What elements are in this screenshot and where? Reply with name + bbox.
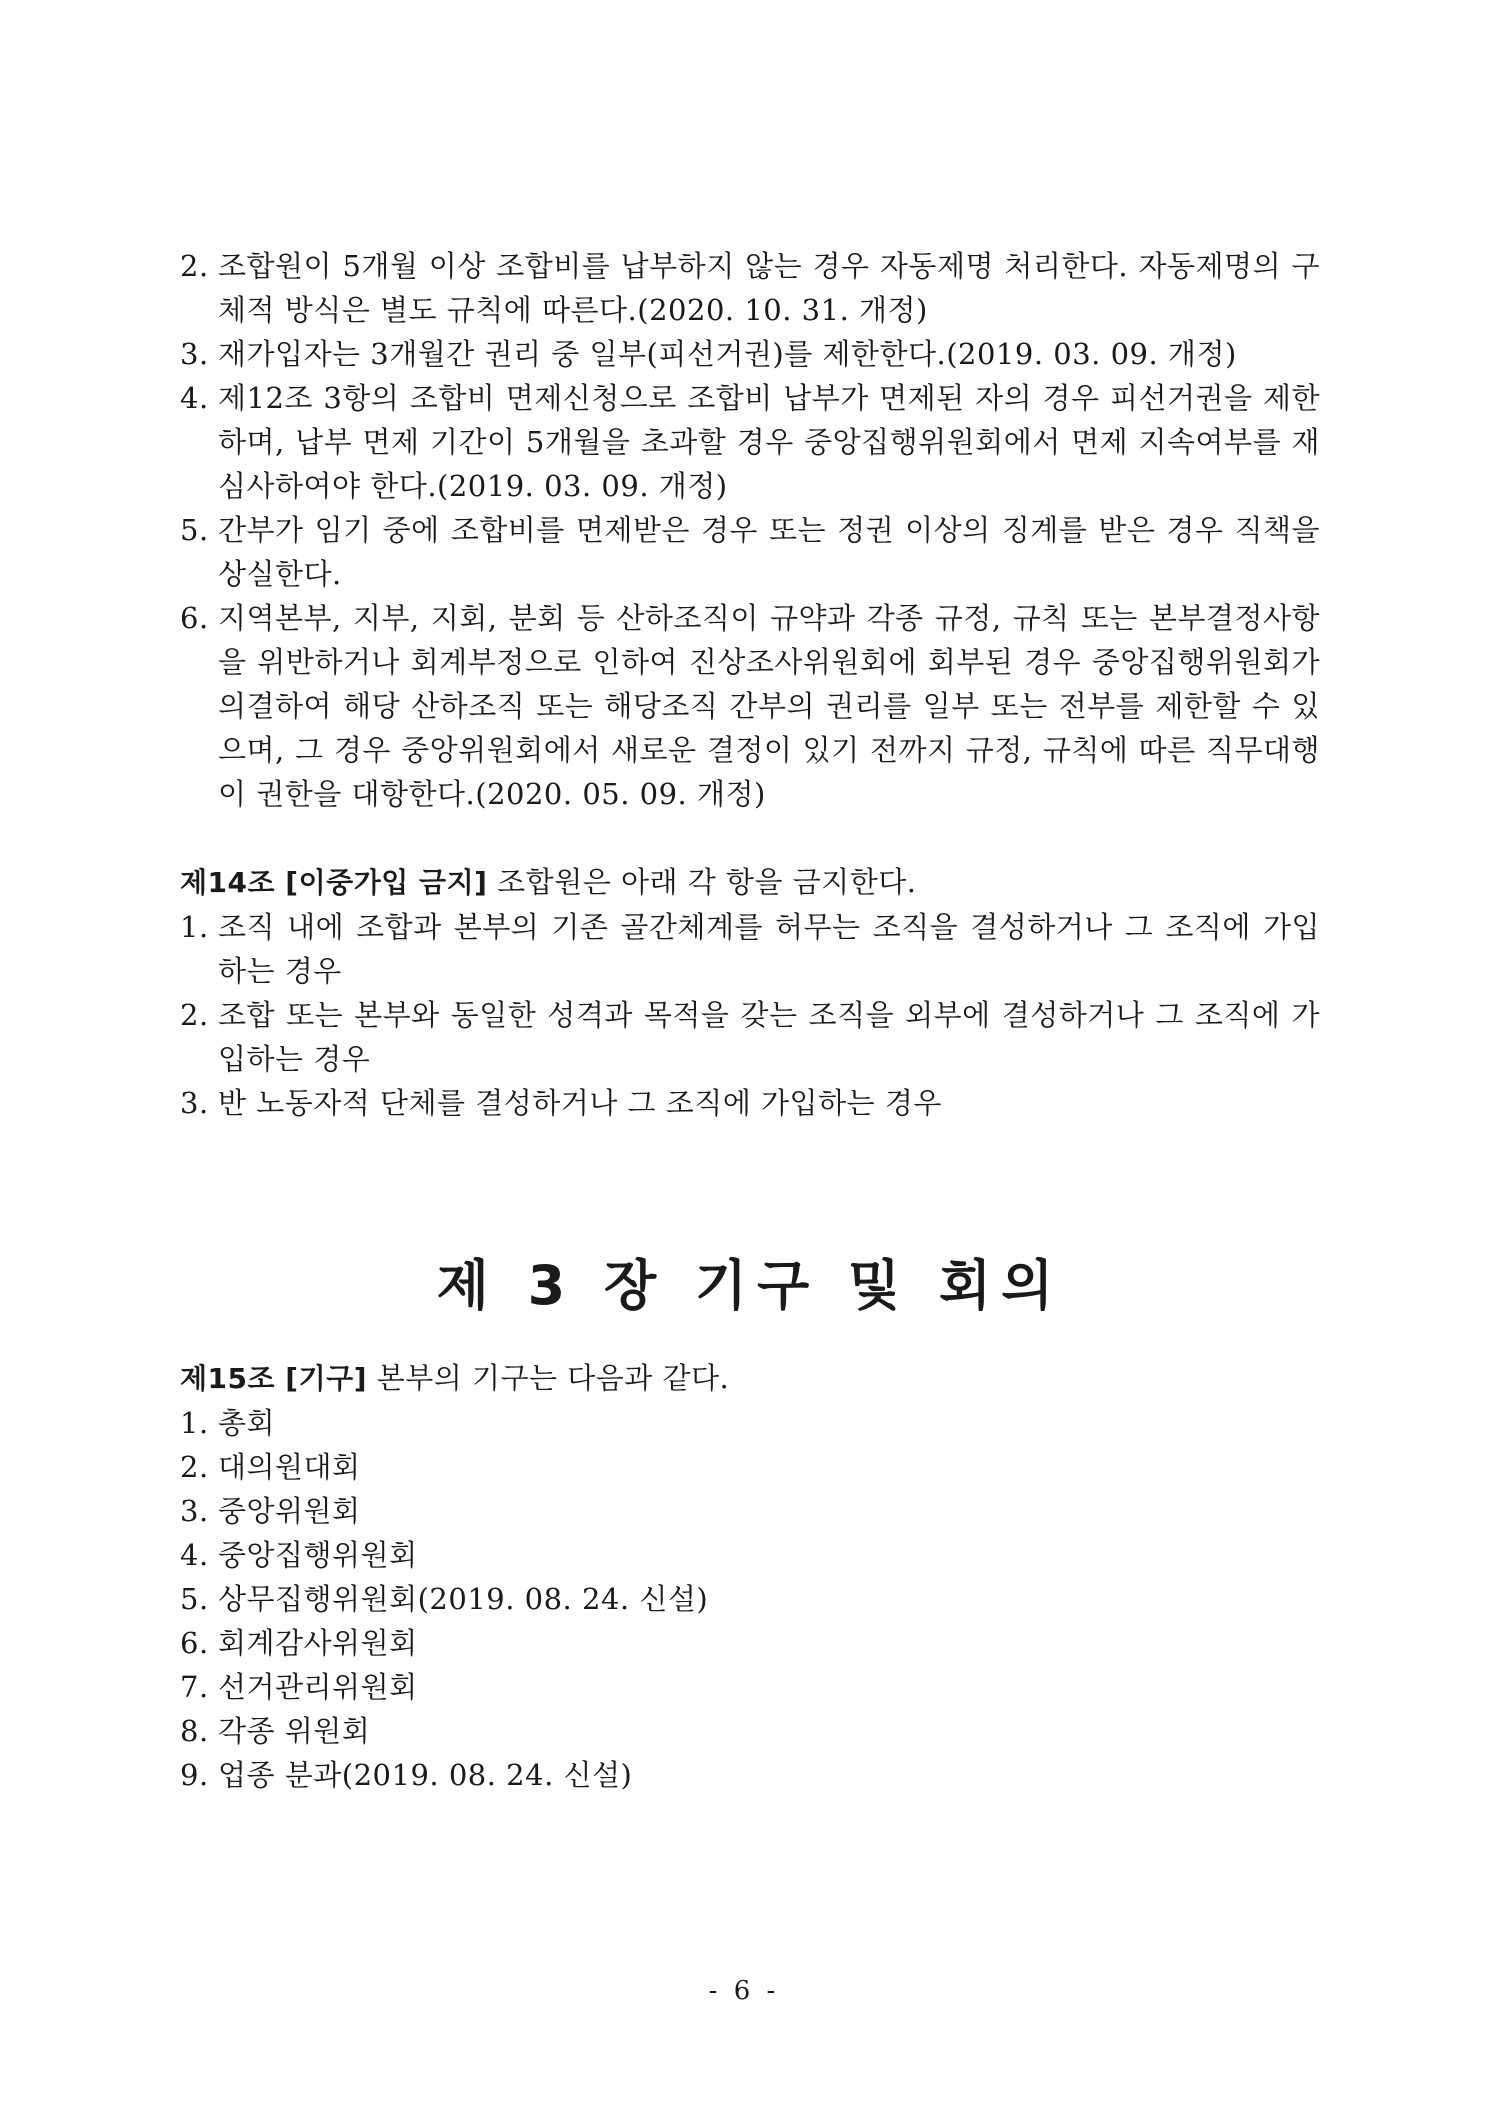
article-intro: 조합원은 아래 각 항을 금지한다. <box>487 865 917 899</box>
item-number: 8. <box>180 1714 209 1748</box>
item-text: 지역본부, 지부, 지회, 분회 등 산하조직이 규약과 각종 규정, 규칙 또는 본부결정사항을 위반하거나 회계부정으로 인하여 진상조사위원회에 회부된 경우 중앙집행위원회가 의결하여 해당 산하조직 또는 해당조직 간부의 권리를 일부 또는 전부를 제한할 수 있으며, 그 경우 중앙위원회에서 새로운 결정이 있기 전까지 규정, 규칙에 따른 직무대행이 권한을 대항한다.(2020. 05. 09. 개정) <box>218 601 1320 811</box>
list-item <box>180 1533 1320 1577</box>
list-item <box>180 1577 1320 1621</box>
item-text: 조합 또는 본부와 동일한 성격과 목적을 갖는 조직을 외부에 결성하거나 그 조직에 가입하는 경우 <box>218 998 1320 1076</box>
item-number: 2. <box>180 249 209 283</box>
item-number: 9. <box>180 1758 209 1792</box>
item-text: 선거관리위원회 <box>218 1670 418 1704</box>
item-text: 각종 위원회 <box>218 1714 371 1748</box>
article-intro: 본부의 기구는 다음과 같다. <box>367 1361 730 1395</box>
item-text: 제12조 3항의 조합비 면제신청으로 조합비 납부가 면제된 자의 경우 피선거권을 제한하며, 납부 면제 기간이 5개월을 초과할 경우 중앙집행위원회에서 면제 지속여부를 재심사하여야 한다.(2019. 03. 09. 개정) <box>218 381 1320 503</box>
article14 <box>180 860 1320 1125</box>
item-number: 5. <box>180 1582 209 1616</box>
item-text: 조합원이 5개월 이상 조합비를 납부하지 않는 경우 자동제명 처리한다. 자동제명의 구체적 방식은 별도 규칙에 따른다.(2020. 10. 31. 개정) <box>218 249 1320 327</box>
item-number: 6. <box>180 1626 209 1660</box>
article13-items <box>180 244 1320 816</box>
item-number: 3. <box>180 1494 209 1528</box>
list-item <box>180 332 1320 376</box>
item-number: 6. <box>180 601 209 635</box>
list-item <box>180 1621 1320 1665</box>
item-number: 3. <box>180 1086 209 1120</box>
item-number: 3. <box>180 337 209 371</box>
article-heading: 제14조 [이중가입 금지] <box>180 866 488 899</box>
item-number: 2. <box>180 1450 209 1484</box>
chapter-title: 제 3 장 기구 및 회의 <box>436 1254 1064 1317</box>
item-number: 2. <box>180 998 209 1032</box>
item-number: 7. <box>180 1670 209 1704</box>
list-item <box>180 905 1320 993</box>
item-text: 중앙집행위원회 <box>218 1538 418 1572</box>
list-item <box>180 1665 1320 1709</box>
list-item <box>180 1753 1320 1797</box>
spacer <box>180 816 1320 860</box>
item-text: 간부가 임기 중에 조합비를 면제받은 경우 또는 정권 이상의 징계를 받은 경우 직책을 상실한다. <box>218 513 1320 591</box>
article-heading-line <box>180 1356 1320 1401</box>
item-text: 회계감사위원회 <box>218 1626 418 1660</box>
item-number: 5. <box>180 513 209 547</box>
item-text: 업종 분과(2019. 08. 24. 신설) <box>218 1758 633 1792</box>
item-text: 대의원대회 <box>218 1450 361 1484</box>
item-text: 조직 내에 조합과 본부의 기존 골간체계를 허무는 조직을 결성하거나 그 조직에 가입하는 경우 <box>218 910 1320 988</box>
list-item <box>180 1401 1320 1445</box>
list-item <box>180 1081 1320 1125</box>
list-item <box>180 596 1320 816</box>
list-item <box>180 1489 1320 1533</box>
list-item <box>180 244 1320 332</box>
item-text: 재가입자는 3개월간 권리 중 일부(피선거권)를 제한한다.(2019. 03. 09. 개정) <box>218 337 1237 371</box>
item-text: 총회 <box>218 1406 276 1440</box>
article15 <box>180 1356 1320 1797</box>
item-text: 상무집행위원회(2019. 08. 24. 신설) <box>218 1582 709 1616</box>
item-number: 4. <box>180 381 209 415</box>
item-text: 중앙위원회 <box>218 1494 361 1528</box>
item-number: 4. <box>180 1538 209 1572</box>
list-item <box>180 1709 1320 1753</box>
list-item <box>180 993 1320 1081</box>
article-heading-line <box>180 860 1320 905</box>
list-item <box>180 1445 1320 1489</box>
item-number: 1. <box>180 1406 209 1440</box>
article-heading: 제15조 [기구] <box>180 1362 367 1395</box>
list-item <box>180 376 1320 508</box>
item-text: 반 노동자적 단체를 결성하거나 그 조직에 가입하는 경우 <box>218 1086 942 1120</box>
page-number: - 6 - <box>708 1976 780 2006</box>
page-content <box>180 244 1320 1797</box>
list-item <box>180 508 1320 596</box>
item-number: 1. <box>180 910 209 944</box>
